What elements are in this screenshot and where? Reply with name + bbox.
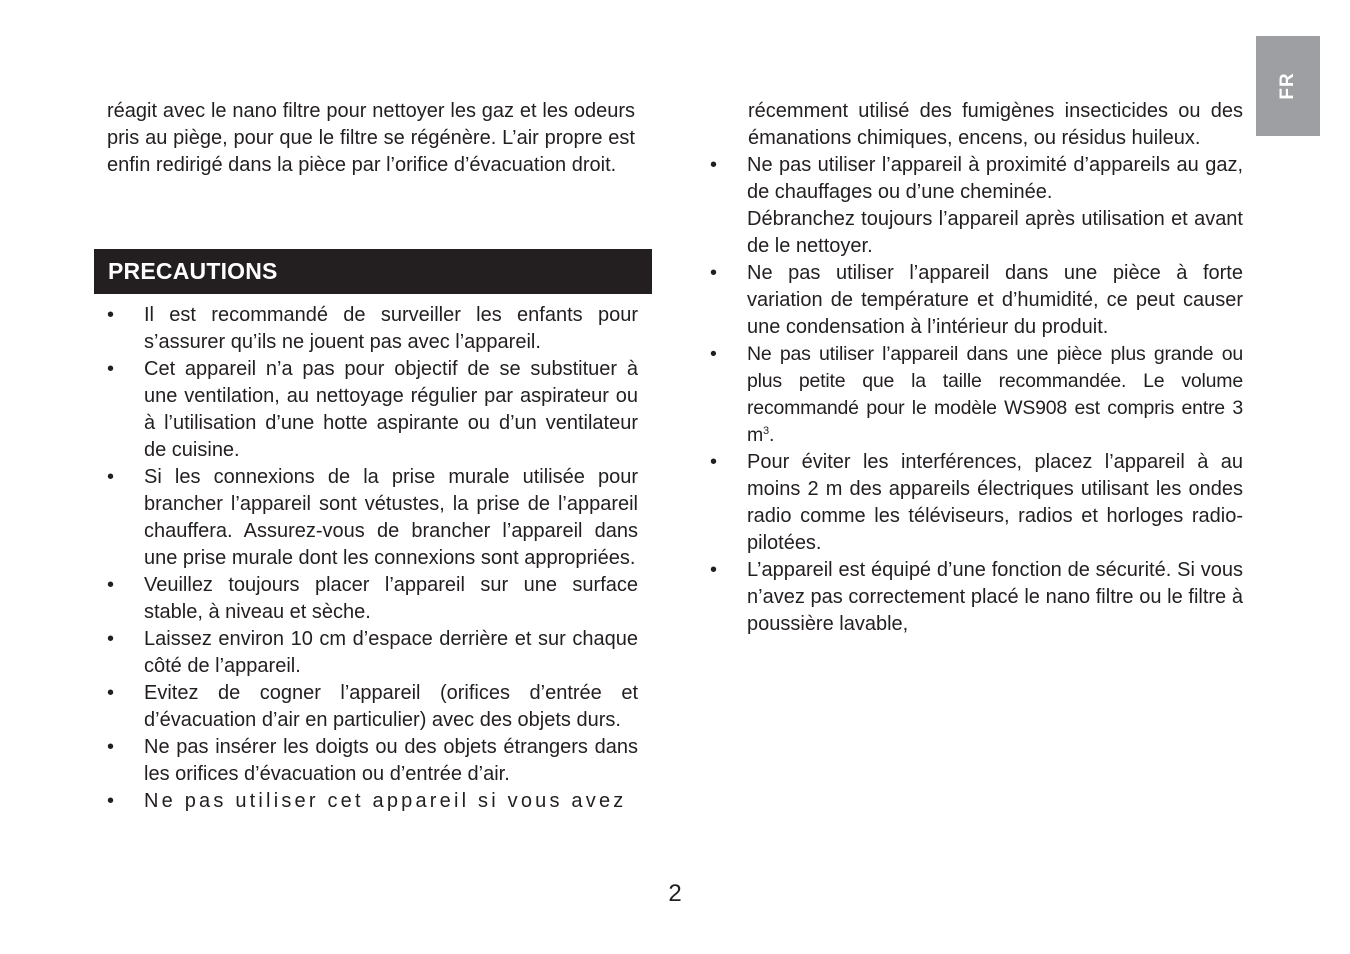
intro-paragraph: réagit avec le nano filtre pour nettoyer les gaz et les odeurs pris au piège, pour que le filtre se régénère. L’air propre est enfin redirigé dans la pièce par l’orifice d’évacuation droit. (107, 100, 635, 176)
bullet: • (107, 628, 115, 650)
list-item-text: Il est recommandé de surveiller les enfants pour s’assurer qu’ils ne jouent pas avec l’appareil. (144, 304, 638, 353)
list-item-text: L’appareil est équipé d’une fonction de sécurité. Si vous n’avez pas correctement placé le nano filtre ou le filtre à poussière lavable, (747, 559, 1243, 635)
left-column-intro (107, 98, 635, 179)
list-item-text: Ne pas utiliser l’appareil dans une pièce à forte variation de température et d’humidité, ce peut causer une condensation à l’intérieur du produit. (747, 262, 1243, 338)
list-item-extra-text: Débranchez toujours l’appareil après utilisation et avant de le nettoyer. (747, 208, 1243, 257)
list-item-text: Ne pas insérer les doigts ou des objets étrangers dans les orifices d’évacuation ou d’entrée d’air. (144, 736, 638, 785)
bullet: • (107, 574, 115, 596)
bullet: • (107, 466, 115, 488)
list-item-text: Pour éviter les interférences, placez l’appareil à au moins 2 m des appareils électriques utilisant les ondes radio comme les téléviseurs, radios et horloges radio-pilotées. (747, 451, 1243, 554)
bullet: • (710, 559, 718, 581)
list-item-text: Laissez environ 10 cm d’espace derrière et sur chaque côté de l’appareil. (144, 628, 638, 677)
bullet: • (710, 343, 717, 365)
list-item (107, 680, 638, 734)
continued-item-text: récemment utilisé des fumigènes insecticides ou des émanations chimiques, encens, ou résidus huileux. (748, 100, 1243, 149)
list-item-text: Veuillez toujours placer l’appareil sur une surface stable, à niveau et sèche. (144, 574, 638, 623)
list-item (107, 302, 638, 356)
list-item (710, 260, 1243, 341)
bullet: • (107, 304, 115, 326)
bullet: • (710, 451, 718, 473)
bullet: • (710, 262, 718, 284)
list-item-text: Ne pas utiliser cet appareil si vous avez (144, 790, 627, 812)
section-title: PRECAUTIONS (108, 258, 278, 284)
bullet: • (107, 736, 115, 758)
precautions-list-left (107, 302, 638, 815)
bullet: • (107, 790, 115, 812)
list-item (710, 449, 1243, 557)
list-item (107, 464, 638, 572)
section-header (94, 249, 652, 294)
list-item-text: Ne pas utiliser l’appareil à proximité d’appareils au gaz, de chauffages ou d’une cheminée. (747, 154, 1243, 203)
list-item (710, 341, 1243, 449)
list-item-text: Evitez de cogner l’appareil (orifices d’entrée et d’évacuation d’air en particulier) avec des objets durs. (144, 682, 638, 731)
bullet: • (710, 154, 718, 176)
language-tab-label: FR (1277, 72, 1298, 100)
language-tab (1256, 36, 1320, 136)
list-item (710, 557, 1243, 638)
list-item-text: Ne pas utiliser l’appareil dans une pièce plus grande ou plus petite que la taille recommandée. Le volume recommandé pour le modèle WS908 est compris entre 3 m (747, 343, 1243, 446)
list-item-text: Cet appareil n’a pas pour objectif de se substituer à une ventilation, au nettoyage régulier par aspirateur ou à l’utilisation d’une hotte aspirante ou d’un ventilateur de cuisine. (144, 358, 638, 461)
list-item (107, 788, 638, 815)
list-item (107, 572, 638, 626)
precautions-list-right (710, 98, 1243, 638)
bullet: • (107, 682, 115, 704)
list-item-text: Si les connexions de la prise murale utilisée pour brancher l’appareil sont vétustes, la prise de l’appareil chauffera. Assurez-vous de brancher l’appareil dans une prise murale dont les connexions sont appropriées. (144, 466, 638, 569)
list-item-tail: . (768, 424, 775, 446)
list-item (107, 356, 638, 464)
list-item (107, 734, 638, 788)
list-item (710, 152, 1243, 260)
superscript: 3 (763, 425, 769, 437)
list-item (107, 626, 638, 680)
bullet: • (107, 358, 115, 380)
page-number: 2 (668, 880, 682, 907)
